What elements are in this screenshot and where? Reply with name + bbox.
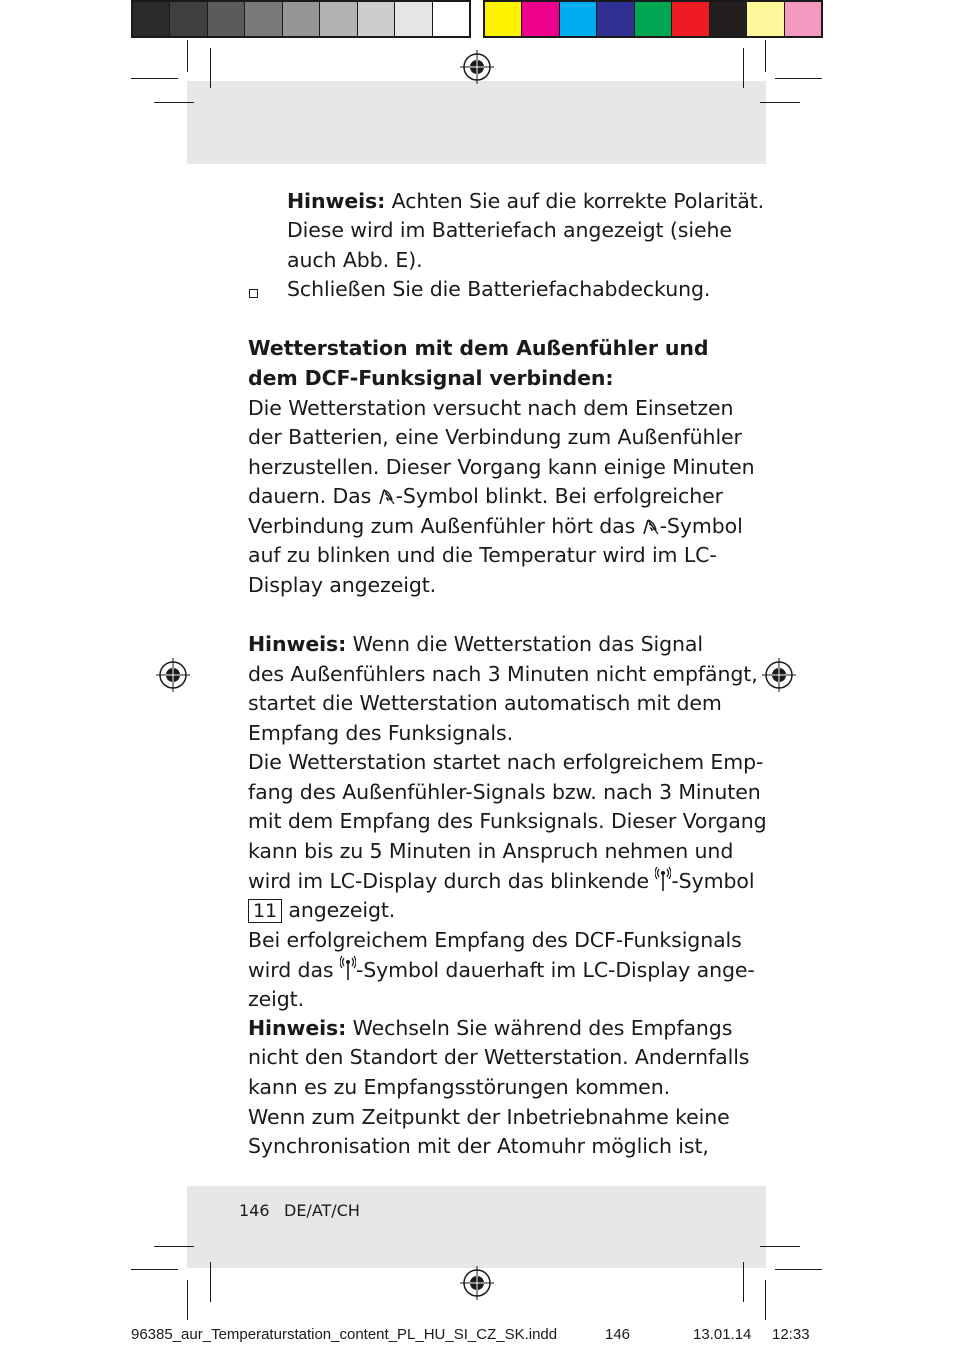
color-swatch (245, 2, 282, 36)
text-fragment: -Symbol blinkt. Bei erfolgreicher (395, 484, 723, 508)
color-swatch (208, 2, 245, 36)
outdoor-sensor-signal-icon (378, 486, 396, 506)
text-line: Bei erfolgreichem Empfang des DCF-Funksignals (248, 928, 742, 952)
note-text: Achten Sie auf die korrekte Polarität. (391, 189, 765, 213)
color-swatch (170, 2, 207, 36)
note-label: Hinweis: (287, 189, 386, 213)
text-line: Die Wetterstation startet nach erfolgreichem Emp- (248, 750, 764, 774)
registration-mark-icon (460, 50, 494, 84)
text-line: startet die Wetterstation automatisch mit dem (248, 691, 722, 715)
process-color-bar (483, 0, 823, 38)
text-line: Wenn zum Zeitpunkt der Inbetriebnahme keine (248, 1105, 730, 1129)
color-swatch (433, 2, 469, 36)
outdoor-sensor-signal-icon (642, 516, 660, 536)
dcf-radio-antenna-icon (655, 866, 671, 892)
text-line (248, 482, 723, 512)
checkbox-bullet-icon (249, 289, 258, 298)
text-fragment: angezeigt. (281, 898, 396, 922)
section-heading: Wetterstation mit dem Außenfühler und (248, 336, 709, 360)
color-swatch (320, 2, 357, 36)
note-line (248, 630, 703, 660)
crop-mark (760, 102, 800, 103)
crop-mark (187, 40, 188, 72)
text-fragment: -Symbol dauerhaft im LC-Display ange- (355, 958, 755, 982)
crop-mark (765, 1280, 766, 1320)
text-line: Diese wird im Batteriefach angezeigt (siehe (287, 218, 732, 242)
header-band (187, 81, 766, 164)
text-line (248, 866, 754, 897)
crop-mark (210, 48, 211, 88)
text-line: Die Wetterstation versucht nach dem Einsetzen (248, 396, 734, 420)
dcf-radio-antenna-icon (340, 955, 356, 981)
text-fragment: -Symbol (671, 869, 755, 893)
color-swatch (395, 2, 432, 36)
text-line: kann es zu Empfangsstörungen kommen. (248, 1075, 671, 1099)
note-line (287, 187, 764, 217)
text-line: kann bis zu 5 Minuten in Anspruch nehmen und (248, 839, 734, 863)
color-swatch (635, 2, 672, 36)
color-swatch (485, 2, 522, 36)
text-line: Empfang des Funksignals. (248, 721, 514, 745)
footer-band (187, 1186, 766, 1268)
crop-mark (765, 40, 766, 72)
text-fragment: wird das (248, 958, 340, 982)
crop-mark (131, 1269, 178, 1270)
slug-page: 146 (605, 1326, 631, 1343)
text-line: der Batterien, eine Verbindung zum Außenfühler (248, 425, 742, 449)
crop-mark (154, 1246, 194, 1247)
text-line: des Außenfühlers nach 3 Minuten nicht empfängt, (248, 662, 758, 686)
text-line: fang des Außenfühler-Signals bzw. nach 3 Minuten (248, 780, 761, 804)
text-line: Synchronisation mit der Atomuhr möglich ist, (248, 1134, 709, 1158)
text-fragment: -Symbol (659, 514, 743, 538)
color-swatch (522, 2, 559, 36)
crop-mark (187, 1280, 188, 1320)
note-label: Hinweis: (248, 632, 347, 656)
text-line: Display angezeigt. (248, 573, 437, 597)
color-swatch (133, 2, 170, 36)
crop-mark (743, 48, 744, 88)
crop-mark (154, 102, 194, 103)
text-fragment: wird im LC-Display durch das blinkende (248, 869, 656, 893)
figure-reference-badge: 11 (248, 899, 282, 923)
note-text: Wenn die Wetterstation das Signal (346, 632, 703, 656)
color-swatch (785, 2, 821, 36)
section-heading: dem DCF-Funksignal verbinden: (248, 366, 614, 390)
slug-date: 13.01.14 (693, 1326, 752, 1343)
text-line: herzustellen. Dieser Vorgang kann einige Minuten (248, 455, 755, 479)
color-swatch (560, 2, 597, 36)
text-fragment: dauern. Das (248, 484, 378, 508)
text-line (248, 512, 743, 542)
crop-mark (775, 78, 822, 79)
note-text: Wechseln Sie während des Empfangs (346, 1016, 733, 1040)
text-line (248, 955, 755, 986)
color-swatch (710, 2, 747, 36)
registration-mark-icon (156, 658, 190, 692)
note-label: Hinweis: (248, 1016, 347, 1040)
text-line: auch Abb. E). (287, 248, 423, 272)
bullet-text: Schließen Sie die Batteriefachabdeckung. (287, 277, 711, 301)
slug-filename: 96385_aur_Temperaturstation_content_PL_HU_SI_CZ_SK.indd (131, 1326, 558, 1343)
crop-mark (760, 1246, 800, 1247)
text-fragment: Verbindung zum Außenfühler hört das (248, 514, 642, 538)
text-line (248, 896, 395, 926)
registration-mark-icon (460, 1266, 494, 1300)
color-swatch (283, 2, 320, 36)
registration-mark-icon (762, 658, 796, 692)
text-line: mit dem Empfang des Funksignals. Dieser Vorgang (248, 809, 767, 833)
text-line: auf zu blinken und die Temperatur wird im LC- (248, 543, 717, 567)
color-swatch (358, 2, 395, 36)
page-number: 146 (239, 1201, 270, 1220)
locale-label: DE/AT/CH (284, 1201, 360, 1220)
text-line: zeigt. (248, 987, 305, 1011)
crop-mark (775, 1269, 822, 1270)
slug-time: 12:33 (772, 1326, 810, 1343)
color-swatch (672, 2, 709, 36)
crop-mark (131, 78, 178, 79)
note-line (248, 1014, 732, 1044)
color-swatch (597, 2, 634, 36)
color-swatch (747, 2, 784, 36)
text-line: nicht den Standort der Wetterstation. Andernfalls (248, 1045, 750, 1069)
grey-scale-bar (131, 0, 471, 38)
crop-mark (210, 1262, 211, 1302)
crop-mark (743, 1262, 744, 1302)
